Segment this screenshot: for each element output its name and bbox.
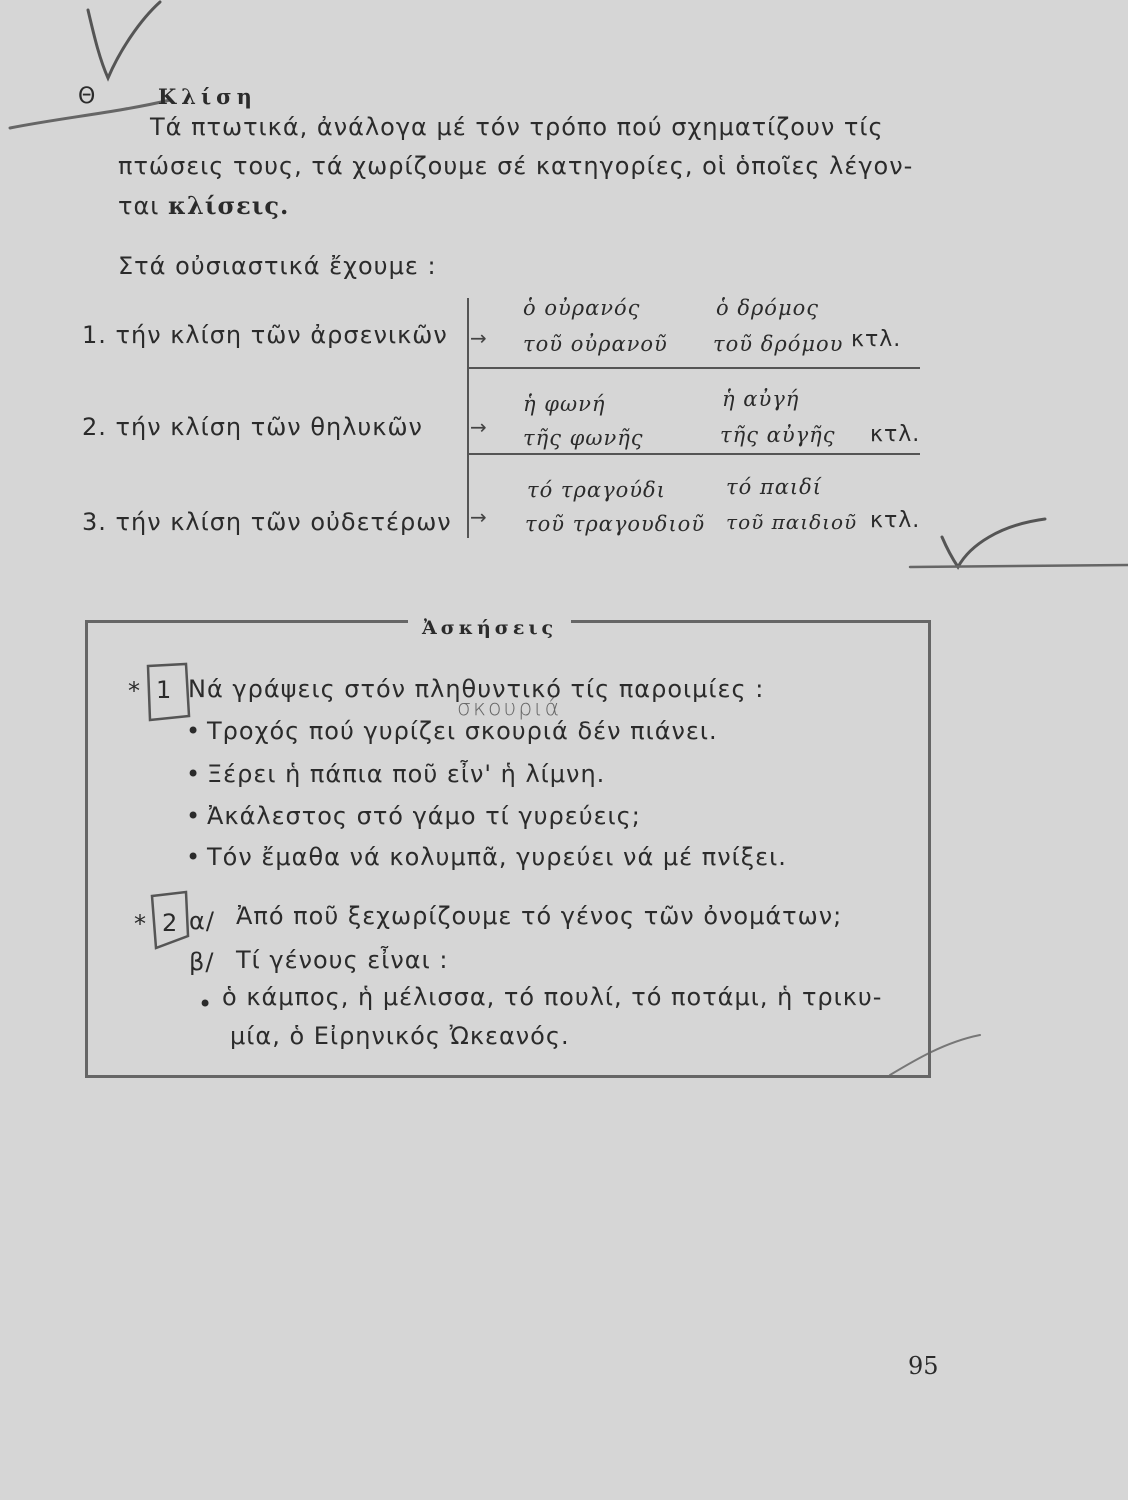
declension-label-3: 3. τήν κλίση τῶν οὐδετέρων <box>82 508 452 536</box>
example-nom: τό τραγούδι <box>527 478 666 502</box>
part-b-label: β/ <box>189 948 215 976</box>
exercise-2a-prompt: Ἀπό ποῦ ξεχωρίζουμε τό γένος τῶν ὀνομάτων; <box>236 902 843 930</box>
example-nom: τό παιδί <box>726 475 823 499</box>
exercise-1-prompt: Νά γράψεις στόν πληθυντικό τίς παροιμίες : <box>188 675 765 703</box>
proverb-item: Ξέρει ἡ πάπια ποῦ εἶν' ἡ λίμνη. <box>207 760 606 788</box>
exercise-number: 1 <box>156 676 173 704</box>
etc-label: κτλ. <box>870 422 921 447</box>
intro-line-3 <box>118 191 289 220</box>
proverb-item: Τροχός πού γυρίζει σκουριά δέν πιάνει. <box>207 717 718 745</box>
pencil-check-right <box>900 515 1128 575</box>
arrow-icon: → <box>470 505 487 529</box>
declension-label-1: 1. τήν κλίση τῶν ἀρσενικῶν <box>82 321 448 349</box>
part-a-label: α/ <box>189 907 215 935</box>
bullet-icon: • <box>186 843 202 871</box>
proverb-item: Ἀκάλεστος στό γάμο τί γυρεύεις; <box>207 802 641 830</box>
pencil-box-1 <box>142 660 194 724</box>
page-number: 95 <box>908 1352 939 1380</box>
example-nom: ἡ φωνή <box>523 392 606 416</box>
etc-label: κτλ. <box>851 327 902 352</box>
arrow-icon: → <box>470 415 487 439</box>
pencil-box-2 <box>146 888 194 952</box>
exercise-star: * <box>134 910 147 938</box>
bullet-icon: • <box>186 802 202 830</box>
declension-label-2: 2. τήν κλίση τῶν θηλυκῶν <box>82 413 423 441</box>
intro-term-bold: κλίσεις. <box>168 191 290 220</box>
subintro: Στά οὐσιαστικά ἔχουμε : <box>118 252 437 280</box>
exercises-heading: Ἀσκήσεις <box>408 617 571 639</box>
example-gen: τῆς φωνῆς <box>523 426 644 450</box>
etc-label: κτλ. <box>870 508 921 533</box>
bullet-icon: • <box>198 990 214 1018</box>
example-gen: τῆς αὐγῆς <box>720 423 836 447</box>
example-gen: τοῦ οὐρανοῦ <box>523 332 668 356</box>
example-gen: τοῦ παιδιοῦ <box>726 510 858 534</box>
table-divider-1 <box>467 367 920 369</box>
arrow-icon: → <box>470 326 487 350</box>
example-gen: τοῦ τραγουδιοῦ <box>525 512 706 536</box>
intro-line-1: Τά πτωτικά, ἀνάλογα μέ τόν τρόπο πού σχηματίζουν τίς <box>150 113 884 141</box>
example-nom: ὁ δρόμος <box>716 296 820 320</box>
example-nom: ὁ οὐρανός <box>523 296 641 320</box>
bullet-icon: • <box>186 760 202 788</box>
proverb-item: Τόν ἔμαθα νά κολυμπᾶ, γυρεύει νά μέ πνίξει. <box>207 843 787 871</box>
intro-line-2: πτώσεις τους, τά χωρίζουμε σέ κατηγορίες, οἱ ὁποῖες λέγον- <box>118 152 914 180</box>
table-divider-vertical <box>467 298 469 538</box>
exercise-2-list-line-1: ὁ κάμπος, ἡ μέλισσα, τό πουλί, τό ποτάμι, ἡ τρικυ- <box>222 983 883 1011</box>
example-nom: ἡ αὐγή <box>722 387 800 411</box>
table-divider-2 <box>467 453 920 455</box>
exercise-2-list-line-2: μία, ὁ Εἰρηνικός Ὠκεανός. <box>230 1022 570 1050</box>
intro-line-3-prefix: ται <box>118 192 169 220</box>
example-gen: τοῦ δρόμου <box>713 332 844 356</box>
bullet-icon: • <box>186 717 202 745</box>
section-title: Κλίση <box>158 84 257 109</box>
exercise-star: * <box>128 677 141 705</box>
exercise-number: 2 <box>162 909 179 937</box>
handwritten-note: σκουριά <box>457 696 562 721</box>
section-marker: Θ <box>78 84 96 109</box>
exercise-2b-prompt: Τί γένους εἶναι : <box>236 946 449 974</box>
